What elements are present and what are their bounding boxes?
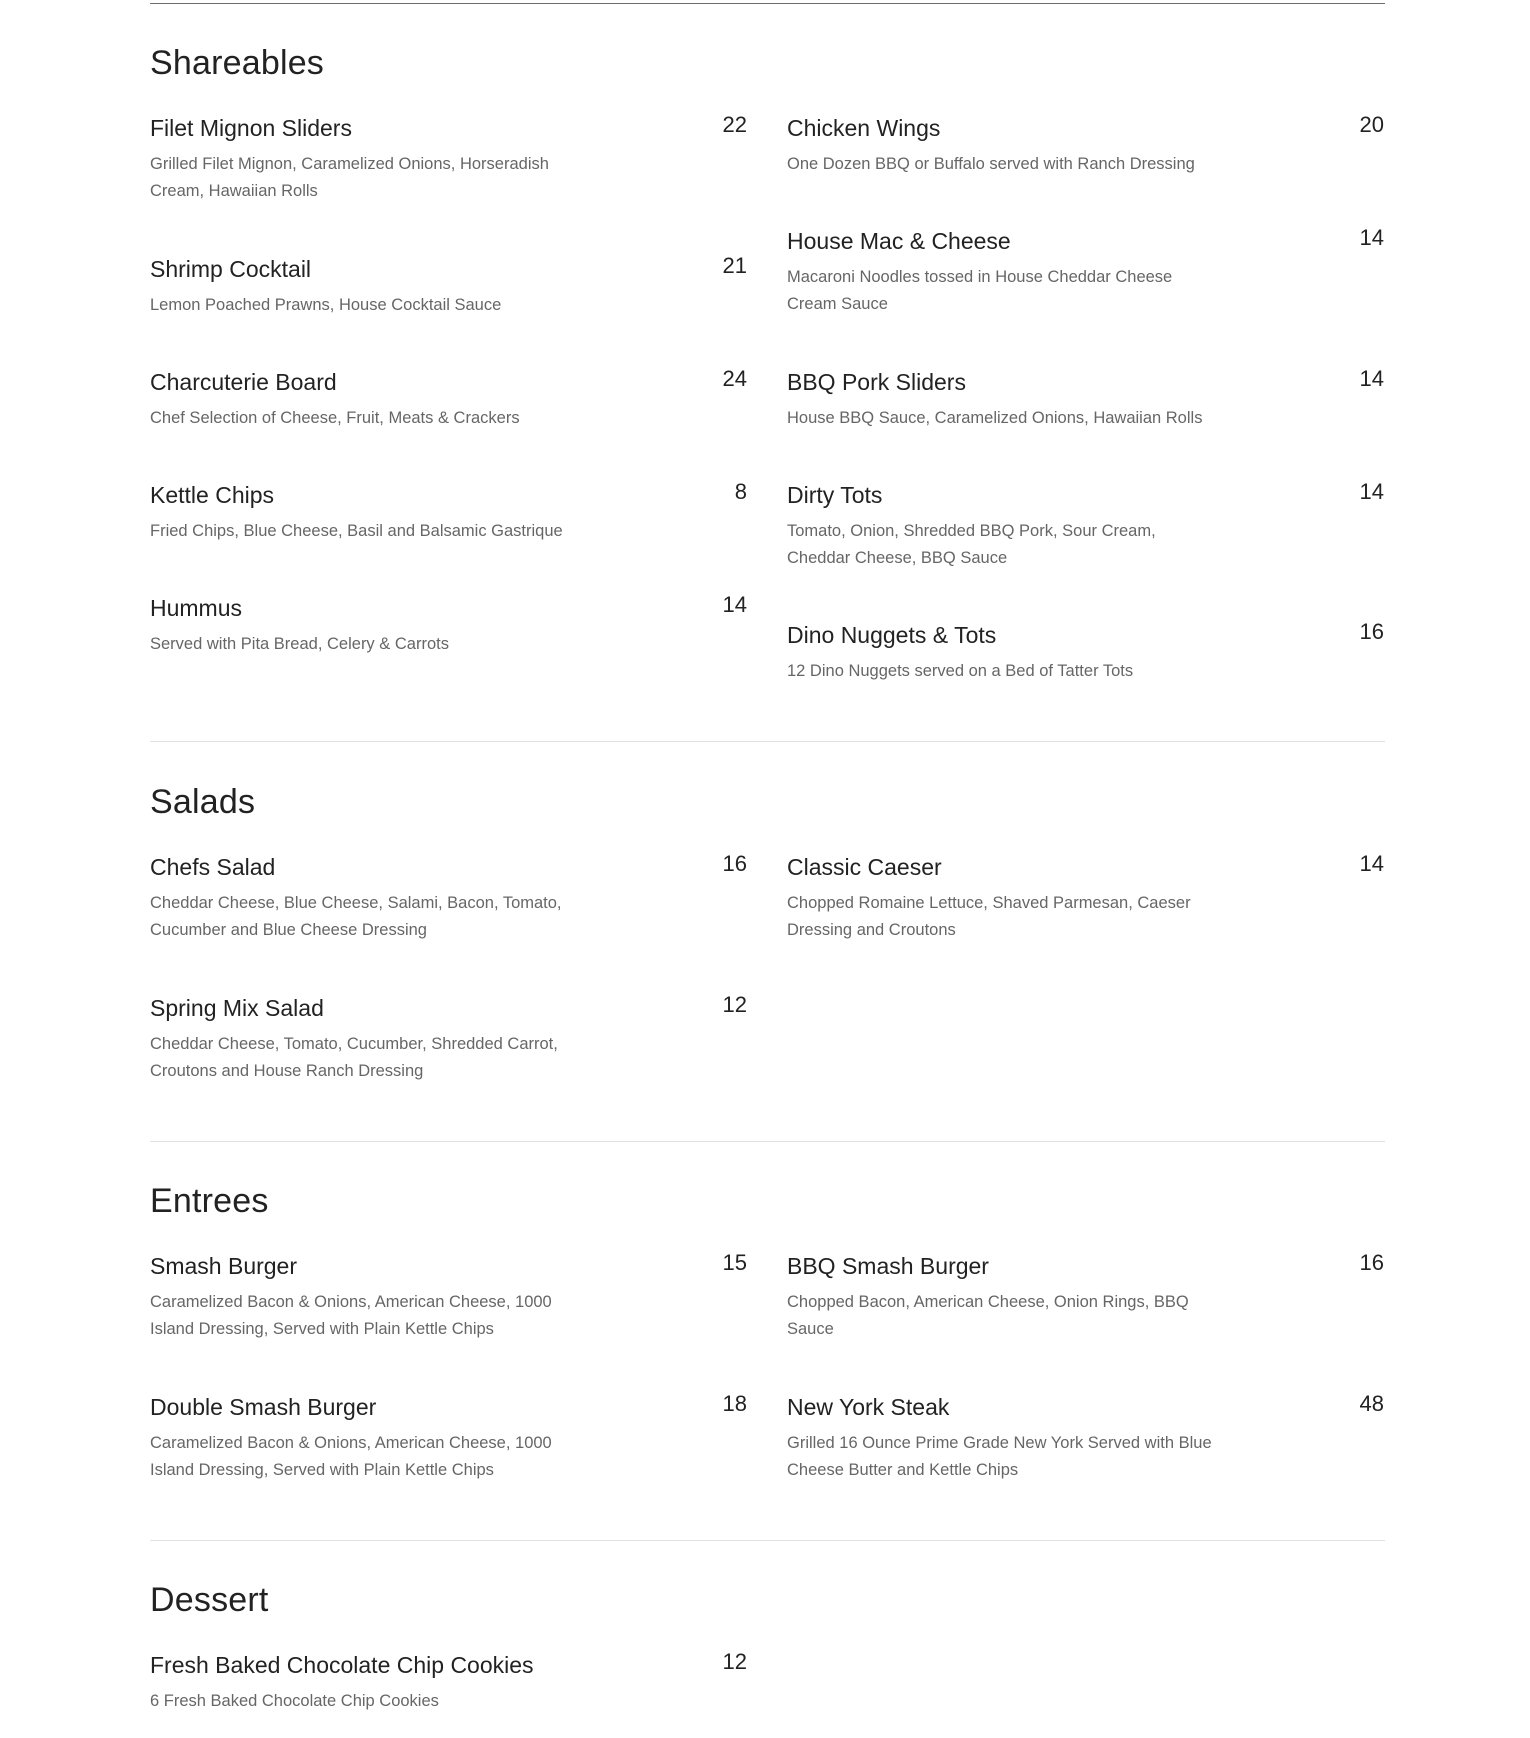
- item-price: 12: [722, 1649, 747, 1674]
- item-description: Fried Chips, Blue Cheese, Basil and Balsamic Gastrique: [150, 522, 563, 540]
- item-description: Chopped Bacon, American Cheese, Onion Rings, BBQ Sauce: [787, 1293, 1189, 1338]
- item-description: Served with Pita Bread, Celery & Carrots: [150, 635, 449, 653]
- item-description: Macaroni Noodles tossed in House Cheddar Cheese Cream Sauce: [787, 268, 1173, 313]
- item-price: 21: [722, 253, 747, 278]
- item-description: 12 Dino Nuggets served on a Bed of Tatter Tots: [787, 662, 1134, 680]
- item-price: 16: [1359, 1250, 1384, 1275]
- item-price: 14: [1359, 851, 1384, 876]
- item-name: Fresh Baked Chocolate Chip Cookies: [150, 1652, 534, 1678]
- item-name: BBQ Pork Sliders: [787, 369, 966, 395]
- item-price: 16: [722, 851, 747, 876]
- item-price: 16: [1359, 619, 1384, 644]
- item-name: House Mac & Cheese: [787, 228, 1011, 254]
- item-price: 48: [1359, 1391, 1384, 1416]
- item-name: Charcuterie Board: [150, 369, 337, 395]
- item-description: Lemon Poached Prawns, House Cocktail Sauce: [150, 296, 502, 314]
- item-name: Filet Mignon Sliders: [150, 115, 352, 141]
- item-price: 24: [722, 366, 747, 391]
- section-divider: [150, 1540, 1385, 1541]
- item-description: House BBQ Sauce, Caramelized Onions, Hawaiian Rolls: [787, 409, 1203, 427]
- item-description: Cheddar Cheese, Tomato, Cucumber, Shredded Carrot, Croutons and House Ranch Dressing: [150, 1035, 558, 1080]
- section-title: Salads: [150, 783, 256, 821]
- item-price: 18: [722, 1391, 747, 1416]
- item-name: Shrimp Cocktail: [150, 256, 312, 282]
- item-price: 14: [1359, 366, 1384, 391]
- item-name: Dino Nuggets & Tots: [787, 622, 997, 648]
- item-price: 8: [734, 479, 747, 504]
- top-divider: [150, 3, 1385, 4]
- item-name: Dirty Tots: [787, 482, 883, 508]
- item-name: Kettle Chips: [150, 482, 275, 508]
- item-price: 14: [1359, 225, 1384, 250]
- item-description: Caramelized Bacon & Onions, American Cheese, 1000 Island Dressing, Served with Plain Kettle Chips: [150, 1434, 552, 1479]
- item-description: 6 Fresh Baked Chocolate Chip Cookies: [150, 1692, 439, 1710]
- item-description: Grilled 16 Ounce Prime Grade New York Served with Blue Cheese Butter and Kettle Chips: [787, 1434, 1212, 1479]
- section-title: Entrees: [150, 1182, 269, 1220]
- section-divider: [150, 1141, 1385, 1142]
- item-price: 22: [722, 112, 747, 137]
- item-name: BBQ Smash Burger: [787, 1253, 989, 1279]
- section-title: Dessert: [150, 1581, 269, 1619]
- item-description: Cheddar Cheese, Blue Cheese, Salami, Bacon, Tomato, Cucumber and Blue Cheese Dressing: [150, 894, 562, 939]
- item-name: Chicken Wings: [787, 115, 941, 141]
- item-price: 14: [1359, 479, 1384, 504]
- item-name: New York Steak: [787, 1394, 950, 1420]
- item-price: 12: [722, 992, 747, 1017]
- item-name: Smash Burger: [150, 1253, 298, 1279]
- item-description: Chopped Romaine Lettuce, Shaved Parmesan, Caeser Dressing and Croutons: [787, 894, 1191, 939]
- item-name: Classic Caeser: [787, 854, 942, 880]
- item-description: Chef Selection of Cheese, Fruit, Meats & Crackers: [150, 409, 520, 427]
- item-price: 14: [722, 592, 747, 617]
- item-description: Caramelized Bacon & Onions, American Cheese, 1000 Island Dressing, Served with Plain Kettle Chips: [150, 1293, 552, 1338]
- item-description: Tomato, Onion, Shredded BBQ Pork, Sour Cream, Cheddar Cheese, BBQ Sauce: [787, 522, 1156, 567]
- item-description: Grilled Filet Mignon, Caramelized Onions, Horseradish Cream, Hawaiian Rolls: [150, 155, 549, 200]
- item-price: 20: [1359, 112, 1384, 137]
- item-name: Spring Mix Salad: [150, 995, 324, 1021]
- item-name: Double Smash Burger: [150, 1394, 377, 1420]
- section-divider: [150, 741, 1385, 742]
- item-name: Hummus: [150, 595, 243, 621]
- item-name: Chefs Salad: [150, 854, 276, 880]
- section-title: Shareables: [150, 44, 325, 82]
- item-price: 15: [722, 1250, 747, 1275]
- item-description: One Dozen BBQ or Buffalo served with Ranch Dressing: [787, 155, 1195, 173]
